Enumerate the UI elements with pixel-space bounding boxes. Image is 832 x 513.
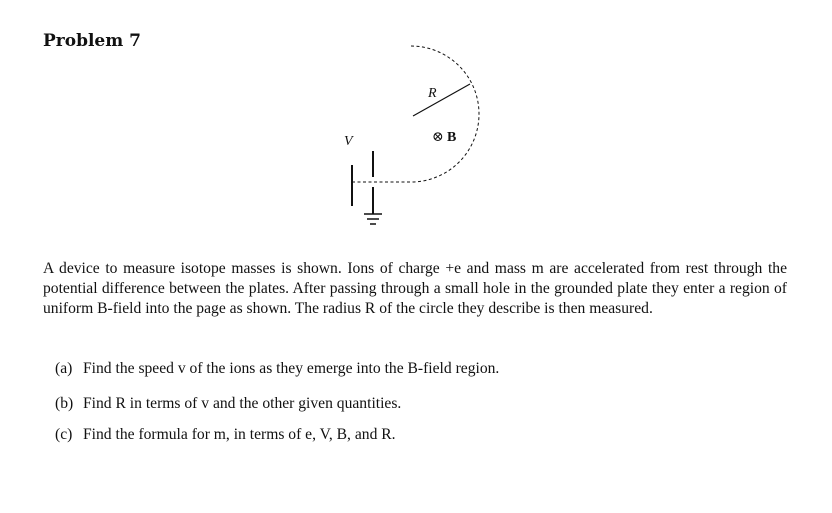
voltage-label: V	[344, 134, 353, 149]
part-b-text: Find R in terms of v and the other given quantities.	[83, 395, 402, 412]
part-a-label: (a)	[55, 360, 73, 377]
part-a	[55, 360, 499, 378]
problem-description: A device to measure isotope masses is shown. Ions of charge +e and mass m are accelerated from rest through the potential difference between the plates. After passing through a small hole in the grounded plate they enter a region of uniform B-field into the page as shown. The radius R of the circle they describe is then measured.	[43, 260, 787, 317]
part-c-label: (c)	[55, 426, 73, 443]
radius-line	[413, 84, 470, 116]
part-a-text: Find the speed v of the ions as they emerge into the B-field region.	[83, 360, 500, 377]
part-b	[55, 395, 401, 413]
field-label: B	[447, 130, 457, 145]
field-into-page-symbol: ⊗	[432, 130, 444, 145]
part-c	[55, 426, 396, 444]
radius-label: R	[428, 86, 437, 101]
part-c-text: Find the formula for m, in terms of e, V, B, and R.	[83, 426, 396, 443]
problem-title: Problem 7	[43, 31, 141, 51]
ion-path-dashed-arc	[411, 46, 479, 182]
part-b-label: (b)	[55, 395, 74, 412]
